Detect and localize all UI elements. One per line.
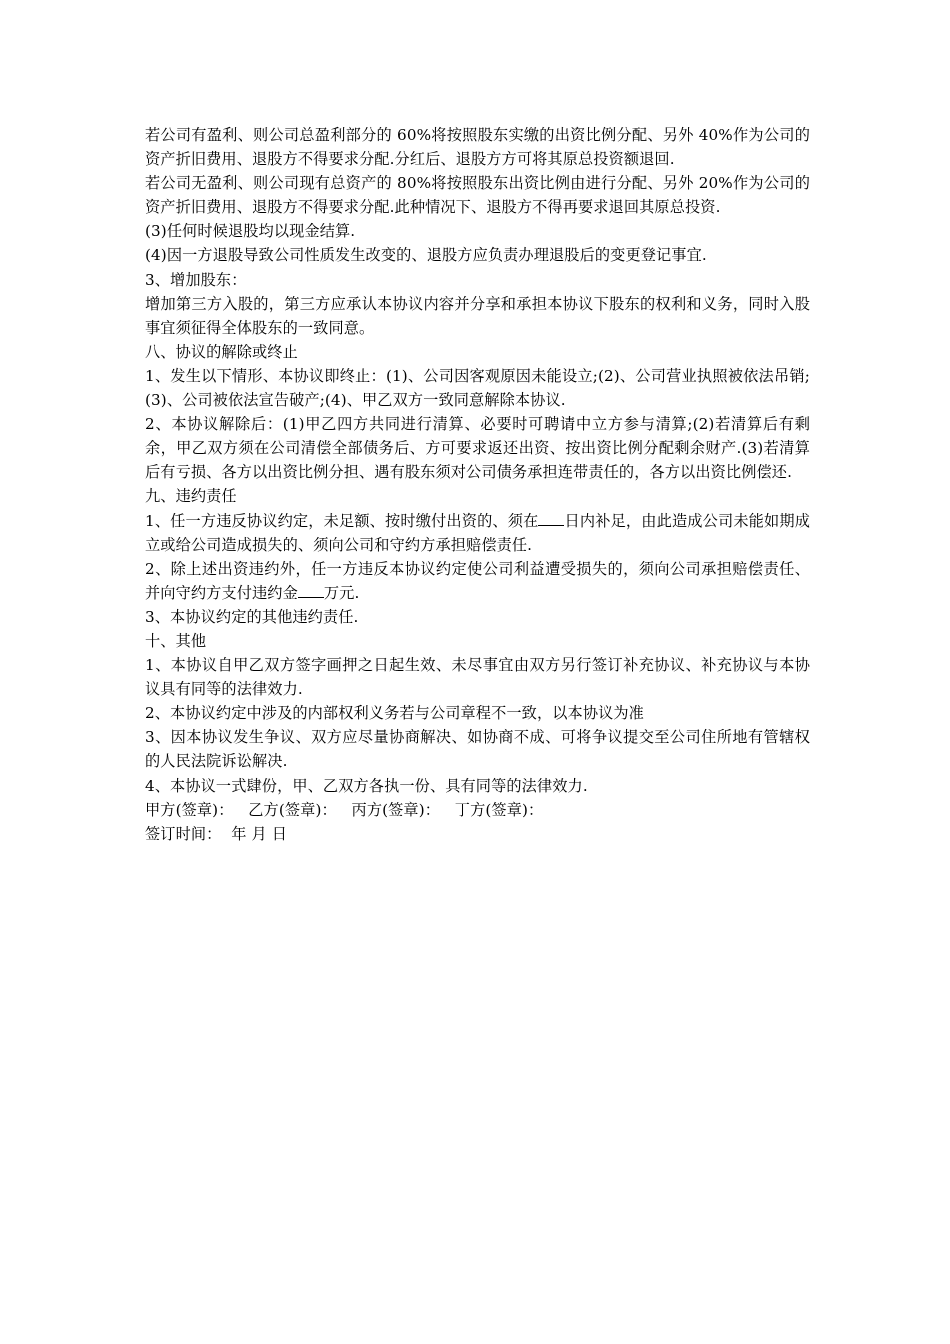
heading-add-shareholder: 3、增加股东： xyxy=(145,270,247,289)
days-blank xyxy=(538,511,564,526)
paragraph-other-3: 3、因本协议发生争议、双方应尽量协商解决、如协商不成、可将争议提交至公司住所地有管辖权的人民法院诉讼解决. xyxy=(145,728,810,771)
paragraph-profit: 若公司有盈利、则公司总盈利部分的 60%将按照股东实缴的出资比例分配、另外 40%作为公司的资产折旧费用、退股方不得要求分配.分红后、退股方方可将其原总投资额退回. xyxy=(145,126,810,169)
paragraph-other-1: 1、本协议自甲乙双方签字画押之日起生效、未尽事宜由双方另行签订补充协议、补充协议与本协议具有同等的法律效力. xyxy=(145,656,810,699)
breach-2-text-before: 2、除上述出资违约外，任一方违反本协议约定使公司利益遭受损失的，须向公司承担赔偿责任、并向守约方支付违约金 xyxy=(145,559,810,602)
paragraph-other-2: 2、本协议约定中涉及的内部权利义务若与公司章程不一致，以本协议为准 xyxy=(145,704,644,723)
paragraph-breach-2 xyxy=(145,557,810,605)
paragraph-registration-change: (4)因一方退股导致公司性质发生改变的、退股方应负责办理退股后的变更登记事宜. xyxy=(145,246,707,265)
paragraph-other-4: 4、本协议一式肆份，甲、乙双方各执一份、具有同等的法律效力. xyxy=(145,776,588,795)
breach-1-text-before: 1、任一方违反协议约定，未足额、按时缴付出资的、须在 xyxy=(145,511,539,530)
sign-date-line: 签订时间： 年 月 日 xyxy=(145,824,288,843)
breach-2-text-after: 万元. xyxy=(323,583,360,602)
signature-line: 甲方(签章)： 乙方(签章)： 丙方(签章)： 丁方(签章)： xyxy=(145,800,544,819)
document-page xyxy=(145,123,810,846)
breach-1-text-after: 日内补足，由此造成公司未能如期成立或给公司造成损失的、须向公司和守约方承担赔偿责任. xyxy=(145,511,810,554)
paragraph-breach-1 xyxy=(145,509,810,557)
paragraph-add-shareholder: 增加第三方入股的，第三方应承认本协议内容并分享和承担本协议下股东的权利和义务，同时入股事宜须征得全体股东的一致同意。 xyxy=(145,294,810,337)
section-heading-other: 十、其他 xyxy=(145,631,207,650)
section-heading-breach: 九、违约责任 xyxy=(145,487,237,506)
paragraph-no-profit: 若公司无盈利、则公司现有总资产的 80%将按照股东出资比例由进行分配、另外 20%作为公司的资产折旧费用、退股方不得要求分配.此种情况下、退股方不得再要求退回其原总投资. xyxy=(145,174,810,217)
paragraph-termination-2: 2、本协议解除后：(1)甲乙四方共同进行清算、必要时可聘请中立方参与清算;(2)若清算后有剩余，甲乙双方须在公司清偿全部债务后、方可要求返还出资、按出资比例分配剩余财产.(3)若清算后有亏损、各方以出资比例分担、遇有股东须对公司债务承担连带责任的，各方以出资比例偿还. xyxy=(145,415,810,482)
paragraph-cash-settlement: (3)任何时候退股均以现金结算. xyxy=(145,222,356,241)
paragraph-breach-3: 3、本协议约定的其他违约责任. xyxy=(145,607,359,626)
paragraph-termination-1: 1、发生以下情形、本协议即终止：(1)、公司因客观原因未能设立;(2)、公司营业执照被依法吊销;(3)、公司被依法宣告破产;(4)、甲乙双方一致同意解除本协议. xyxy=(145,366,810,410)
section-heading-termination: 八、协议的解除或终止 xyxy=(145,342,298,361)
penalty-amount-blank xyxy=(298,583,324,598)
